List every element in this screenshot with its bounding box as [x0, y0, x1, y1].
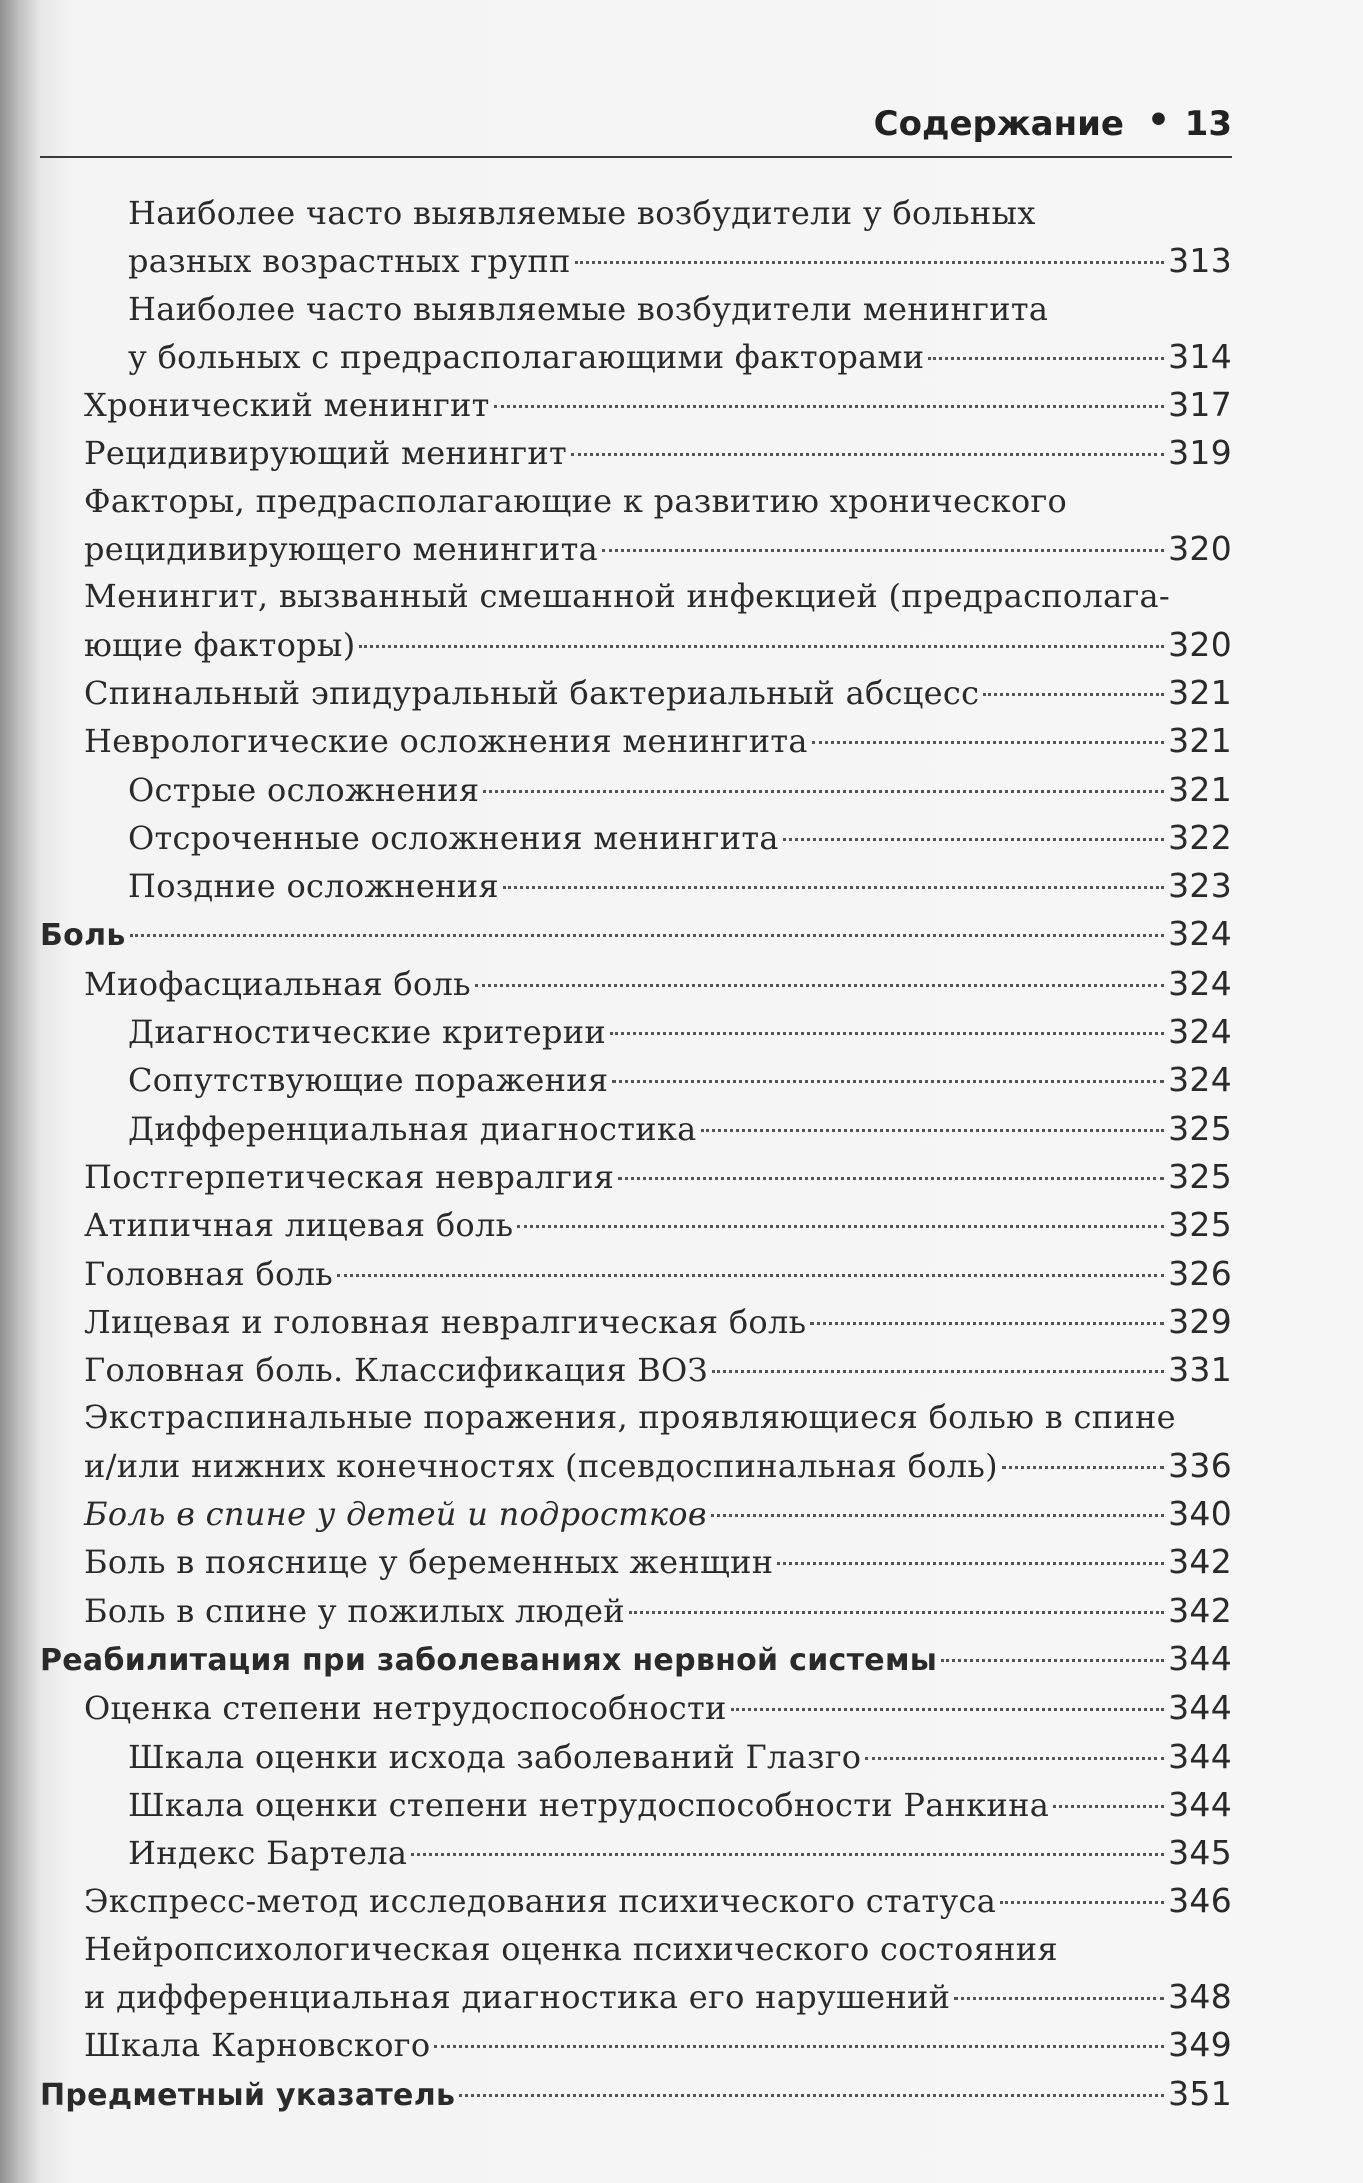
- dot-leader: [459, 2094, 1164, 2097]
- toc-page-number: 348: [1168, 1976, 1232, 2016]
- toc-entry-line: [84, 381, 1232, 429]
- toc-entry: [40, 190, 1232, 286]
- toc-entry-title-line: Нейропсихологическая оценка психического состояния: [84, 1929, 1058, 1968]
- dot-leader: [711, 1514, 1164, 1517]
- toc-entry-line: [84, 2021, 1232, 2069]
- toc-entry: [40, 286, 1232, 382]
- toc-entry: [40, 766, 1232, 814]
- toc-entry-title: и/или нижних конечностях (псевдоспинальная боль): [84, 1446, 998, 1485]
- dot-leader: [494, 405, 1164, 408]
- toc-page-number: 325: [1168, 1156, 1232, 1196]
- toc-entry: [40, 814, 1232, 862]
- table-of-contents: [40, 190, 1232, 2119]
- toc-entry: [40, 1008, 1232, 1056]
- toc-entry-line: [128, 1733, 1232, 1781]
- toc-entry-title: Головная боль: [84, 1254, 334, 1293]
- toc-entry-title: Поздние осложнения: [128, 867, 499, 906]
- toc-entry-title-line: Менингит, вызванный смешанной инфекцией (предрасполага-: [84, 577, 1171, 616]
- dot-leader: [359, 645, 1164, 648]
- toc-entry-line: [128, 862, 1232, 910]
- toc-page-number: 346: [1168, 1881, 1232, 1921]
- toc-entry: [40, 1538, 1232, 1586]
- toc-entry-line: [84, 621, 1232, 669]
- toc-page-number: 331: [1168, 1350, 1232, 1390]
- toc-entry: [40, 1056, 1232, 1104]
- toc-entry-title: Боль: [40, 918, 126, 954]
- toc-entry-title: Шкала Карновского: [84, 2026, 431, 2065]
- toc-entry-line: [84, 1538, 1232, 1586]
- toc-entry-title: Головная боль. Классификация ВОЗ: [84, 1351, 708, 1390]
- toc-entry-title: Дифференциальная диагностика: [128, 1109, 697, 1148]
- toc-entry-title: Отсроченные осложнения менингита: [128, 818, 779, 857]
- toc-entry: [40, 669, 1232, 717]
- toc-page-number: 324: [1168, 1012, 1232, 1052]
- toc-entry-title: Спинальный эпидуральный бактериальный абсцесс: [84, 673, 980, 712]
- toc-entry: [40, 1684, 1232, 1732]
- toc-entry: [40, 1635, 1232, 1684]
- header-title: Содержание: [873, 104, 1124, 144]
- toc-page-number: 320: [1168, 529, 1232, 569]
- toc-entry: [40, 381, 1232, 429]
- dot-leader: [1000, 1901, 1164, 1904]
- dot-leader: [701, 1129, 1165, 1132]
- toc-entry-line: [128, 1008, 1232, 1056]
- dot-leader: [610, 1032, 1164, 1035]
- toc-entry-line: [128, 766, 1232, 814]
- toc-entry: [40, 1346, 1232, 1394]
- toc-page-number: 326: [1168, 1253, 1232, 1293]
- toc-entry-line: [128, 237, 1232, 285]
- toc-entry-line: [128, 1829, 1232, 1877]
- toc-page-number: 321: [1168, 721, 1232, 761]
- toc-page-number: 345: [1168, 1833, 1232, 1873]
- toc-entry-title: ющие факторы): [84, 625, 356, 664]
- toc-entry: [40, 1298, 1232, 1346]
- toc-page-number: 321: [1168, 672, 1232, 712]
- toc-entry-title: Индекс Бартела: [128, 1834, 408, 1873]
- toc-page-number: 344: [1168, 1688, 1232, 1728]
- toc-entry: [40, 717, 1232, 765]
- toc-entry-title: Атипичная лицевая боль: [84, 1206, 514, 1245]
- dot-leader: [517, 1225, 1164, 1228]
- toc-entry-title: Острые осложнения: [128, 770, 480, 809]
- toc-entry-title: Экспресс-метод исследования психического статуса: [84, 1882, 997, 1921]
- toc-entry-title-line: Наиболее часто выявляемые возбудители у больных: [128, 194, 1036, 232]
- dot-leader: [1053, 1805, 1164, 1808]
- toc-entry-line: [84, 1973, 1232, 2021]
- toc-entry: [40, 2021, 1232, 2069]
- toc-entry-title: Рецидивирующий менингит: [84, 434, 568, 473]
- toc-page-number: 344: [1168, 1638, 1232, 1678]
- toc-entry-title: Миофасциальная боль: [84, 964, 471, 1003]
- toc-entry-line: [128, 1781, 1232, 1829]
- toc-page-number: 317: [1168, 385, 1232, 425]
- dot-leader: [337, 1274, 1164, 1277]
- dot-leader: [783, 838, 1164, 841]
- toc-entry: [40, 862, 1232, 910]
- toc-entry-line: [84, 1442, 1232, 1490]
- toc-entry-title: Реабилитация при заболеваниях нервной системы: [40, 1642, 938, 1678]
- toc-entry-title: Боль в спине у пожилых людей: [84, 1591, 625, 1630]
- toc-entry-title: Предметный указатель: [40, 2077, 456, 2113]
- toc-entry-line: [84, 525, 1232, 573]
- toc-entry-line: [40, 2070, 1232, 2119]
- dot-leader: [712, 1370, 1164, 1373]
- toc-entry: [40, 573, 1232, 669]
- dot-leader: [475, 984, 1164, 987]
- dot-leader: [434, 2045, 1164, 2048]
- toc-page-number: 324: [1168, 963, 1232, 1003]
- toc-entry-line: [128, 333, 1232, 381]
- toc-page-number: 340: [1168, 1494, 1232, 1534]
- toc-entry-title-line: Наиболее часто выявляемые возбудители менингита: [128, 289, 1049, 328]
- dot-leader: [812, 741, 1164, 744]
- toc-entry-line: [84, 1877, 1232, 1925]
- toc-entry-title: Диагностические критерии: [128, 1013, 606, 1052]
- toc-entry: [40, 1781, 1232, 1829]
- dot-leader: [983, 693, 1164, 696]
- toc-entry-title: разных возрастных групп: [128, 242, 571, 281]
- toc-entry: [40, 2070, 1232, 2119]
- toc-page-number: 313: [1168, 241, 1232, 281]
- toc-page-number: 351: [1168, 2073, 1232, 2113]
- toc-entry: [40, 1201, 1232, 1249]
- running-header: [40, 98, 1232, 158]
- toc-entry-line: [128, 1056, 1232, 1104]
- toc-entry-title-line: Экстраспинальные поражения, проявляющиеся болью в спине: [84, 1398, 1176, 1437]
- toc-entry-line: [84, 1346, 1232, 1394]
- toc-entry-title: Лицевая и головная невралгическая боль: [84, 1302, 807, 1341]
- toc-entry-title: Боль в спине у детей и подростков: [84, 1495, 707, 1534]
- toc-entry-title: рецидивирующего менингита: [84, 530, 598, 569]
- toc-entry-line: [84, 1298, 1232, 1346]
- toc-page-number: 319: [1168, 433, 1232, 473]
- toc-entry-title: Шкала оценки исхода заболеваний Глазго: [128, 1737, 862, 1776]
- toc-entry-line: [84, 1201, 1232, 1249]
- dot-leader: [602, 549, 1164, 552]
- dot-leader: [865, 1757, 1164, 1760]
- toc-page-number: 342: [1168, 1542, 1232, 1582]
- toc-entry-title: и дифференциальная диагностика его нарушений: [84, 1977, 951, 2016]
- toc-page-number: 349: [1168, 2025, 1232, 2065]
- toc-page-number: 329: [1168, 1301, 1232, 1341]
- dot-leader: [954, 1997, 1164, 2000]
- toc-page-number: 314: [1168, 336, 1232, 376]
- toc-entry-line: [84, 1250, 1232, 1298]
- toc-entry: [40, 1877, 1232, 1925]
- toc-entry-line: [84, 960, 1232, 1008]
- toc-entry: [40, 1587, 1232, 1635]
- toc-page-number: 322: [1168, 817, 1232, 857]
- toc-entry-line: [40, 1635, 1232, 1684]
- toc-page-number: 324: [1168, 1060, 1232, 1100]
- dot-leader: [411, 1853, 1164, 1856]
- toc-entry: [40, 1926, 1232, 2022]
- toc-entry-line: [84, 1587, 1232, 1635]
- toc-entry: [40, 1105, 1232, 1153]
- dot-leader: [777, 1562, 1164, 1565]
- dot-leader: [1002, 1466, 1164, 1469]
- toc-entry-title: Боль в пояснице у беременных женщин: [84, 1543, 774, 1582]
- toc-entry: [40, 1490, 1232, 1538]
- dot-leader: [731, 1708, 1164, 1711]
- dot-leader: [571, 453, 1164, 456]
- toc-page-number: 342: [1168, 1590, 1232, 1630]
- toc-entry-line: [128, 1105, 1232, 1153]
- dot-leader: [618, 1177, 1164, 1180]
- toc-entry-title-line: Факторы, предрасполагающие к развитию хронического: [84, 481, 1068, 520]
- toc-entry: [40, 429, 1232, 477]
- toc-page-number: 325: [1168, 1108, 1232, 1148]
- toc-page-number: 320: [1168, 624, 1232, 664]
- toc-entry: [40, 1153, 1232, 1201]
- toc-entry-line: [84, 429, 1232, 477]
- toc-entry-line: [84, 1684, 1232, 1732]
- header-page-number: 13: [1184, 104, 1232, 144]
- toc-entry: [40, 960, 1232, 1008]
- toc-page-number: 324: [1168, 914, 1232, 954]
- toc-page-number: 321: [1168, 769, 1232, 809]
- dot-leader: [928, 357, 1164, 360]
- dot-leader: [130, 934, 1164, 937]
- toc-entry: [40, 1829, 1232, 1877]
- toc-entry-line: [84, 717, 1232, 765]
- dot-leader: [810, 1322, 1164, 1325]
- toc-entry-line: [84, 669, 1232, 717]
- toc-page-number: 344: [1168, 1736, 1232, 1776]
- toc-entry: [40, 1250, 1232, 1298]
- toc-page-number: 344: [1168, 1784, 1232, 1824]
- toc-page-number: 323: [1168, 866, 1232, 906]
- toc-page-number: 325: [1168, 1205, 1232, 1245]
- dot-leader: [612, 1080, 1164, 1083]
- dot-leader: [483, 790, 1164, 793]
- toc-entry-line: [84, 1153, 1232, 1201]
- dot-leader: [941, 1659, 1164, 1662]
- toc-entry-title: Шкала оценки степени нетрудоспособности Ранкина: [128, 1785, 1050, 1824]
- toc-entry-line: [40, 910, 1232, 959]
- toc-entry-title: Хронический менингит: [84, 386, 490, 425]
- toc-entry: [40, 478, 1232, 574]
- toc-entry-title: Неврологические осложнения менингита: [84, 722, 808, 761]
- dot-leader: [629, 1611, 1164, 1614]
- dot-leader: [575, 261, 1165, 264]
- toc-entry-title: у больных с предрасполагающими факторами: [128, 337, 925, 376]
- toc-entry-title: Оценка степени нетрудоспособности: [84, 1689, 727, 1728]
- toc-entry-title: Сопутствующие поражения: [128, 1061, 609, 1100]
- header-bullet: •: [1146, 100, 1170, 141]
- toc-entry-title: Постгерпетическая невралгия: [84, 1157, 615, 1196]
- dot-leader: [503, 886, 1164, 889]
- toc-entry: [40, 1394, 1232, 1490]
- toc-entry-line: [128, 814, 1232, 862]
- toc-entry: [40, 1733, 1232, 1781]
- toc-page-number: 336: [1168, 1445, 1232, 1485]
- toc-entry-line: [84, 1490, 1232, 1538]
- toc-entry: [40, 910, 1232, 959]
